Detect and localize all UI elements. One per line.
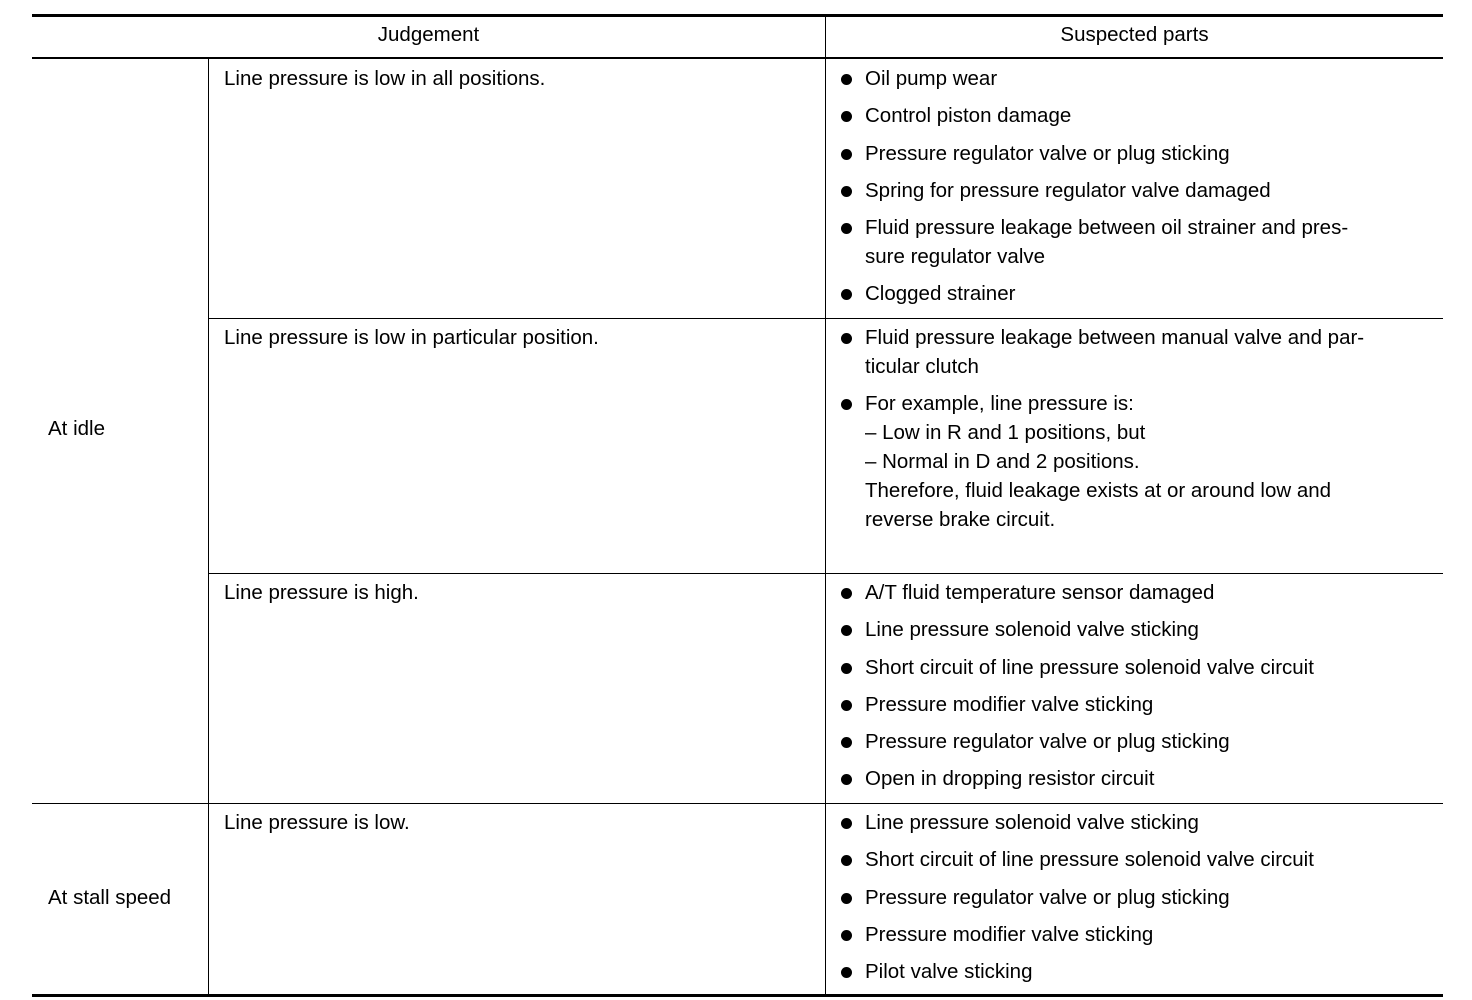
list-item: Pressure modifier valve sticking xyxy=(838,920,1438,949)
column-rule-condition xyxy=(208,59,209,994)
column-rule-parts xyxy=(825,17,826,994)
list-item: Pressure regulator valve or plug sticking xyxy=(838,883,1438,912)
list-item: Short circuit of line pressure solenoid valve circuit xyxy=(838,845,1438,874)
judgement-high: Line pressure is high. xyxy=(224,581,419,604)
list-item: Pilot valve sticking xyxy=(838,957,1438,986)
list-item: Pressure regulator valve or plug sticking xyxy=(838,727,1438,756)
header-bottom-rule xyxy=(32,57,1443,59)
list-item: A/T fluid temperature sensor damaged xyxy=(838,578,1438,607)
parts-list-low-particular-position xyxy=(838,323,1438,543)
header-judgement: Judgement xyxy=(377,23,480,46)
judgement-low-all-positions: Line pressure is low in all positions. xyxy=(224,67,546,90)
list-item: Pressure regulator valve or plug sticking xyxy=(838,139,1438,168)
list-item: For example, line pressure is: – Low in R and 1 positions, but – Normal in D and 2 positions. Therefore, fluid leakage exists at or around low and reverse brake circuit. xyxy=(838,389,1438,534)
list-item: Fluid pressure leakage between oil strainer and pres- sure regulator valve xyxy=(838,213,1438,271)
condition-at-idle: At idle xyxy=(48,417,105,440)
judgement-low-particular-position: Line pressure is low in particular position. xyxy=(224,326,599,349)
list-item: Open in dropping resistor circuit xyxy=(838,764,1438,793)
parts-list-low-all-positions xyxy=(838,64,1438,317)
parts-list-low-stall xyxy=(838,808,1438,994)
list-item: Short circuit of line pressure solenoid valve circuit xyxy=(838,653,1438,682)
judgement-low-stall: Line pressure is low. xyxy=(224,811,410,834)
header-suspected-parts: Suspected parts xyxy=(1060,23,1209,46)
list-item: Line pressure solenoid valve sticking xyxy=(838,615,1438,644)
row-rule-2 xyxy=(209,573,1443,574)
list-item: Line pressure solenoid valve sticking xyxy=(838,808,1438,837)
table-top-rule xyxy=(32,14,1443,17)
list-item: Fluid pressure leakage between manual valve and par- ticular clutch xyxy=(838,323,1438,381)
list-item: Spring for pressure regulator valve damaged xyxy=(838,176,1438,205)
list-item: Control piston damage xyxy=(838,101,1438,130)
list-item: Clogged strainer xyxy=(838,279,1438,308)
group-rule xyxy=(32,803,1443,804)
row-rule-1 xyxy=(209,318,1443,319)
list-item: Oil pump wear xyxy=(838,64,1438,93)
condition-at-stall-speed: At stall speed xyxy=(48,886,172,909)
list-item: Pressure modifier valve sticking xyxy=(838,690,1438,719)
parts-list-high xyxy=(838,578,1438,802)
